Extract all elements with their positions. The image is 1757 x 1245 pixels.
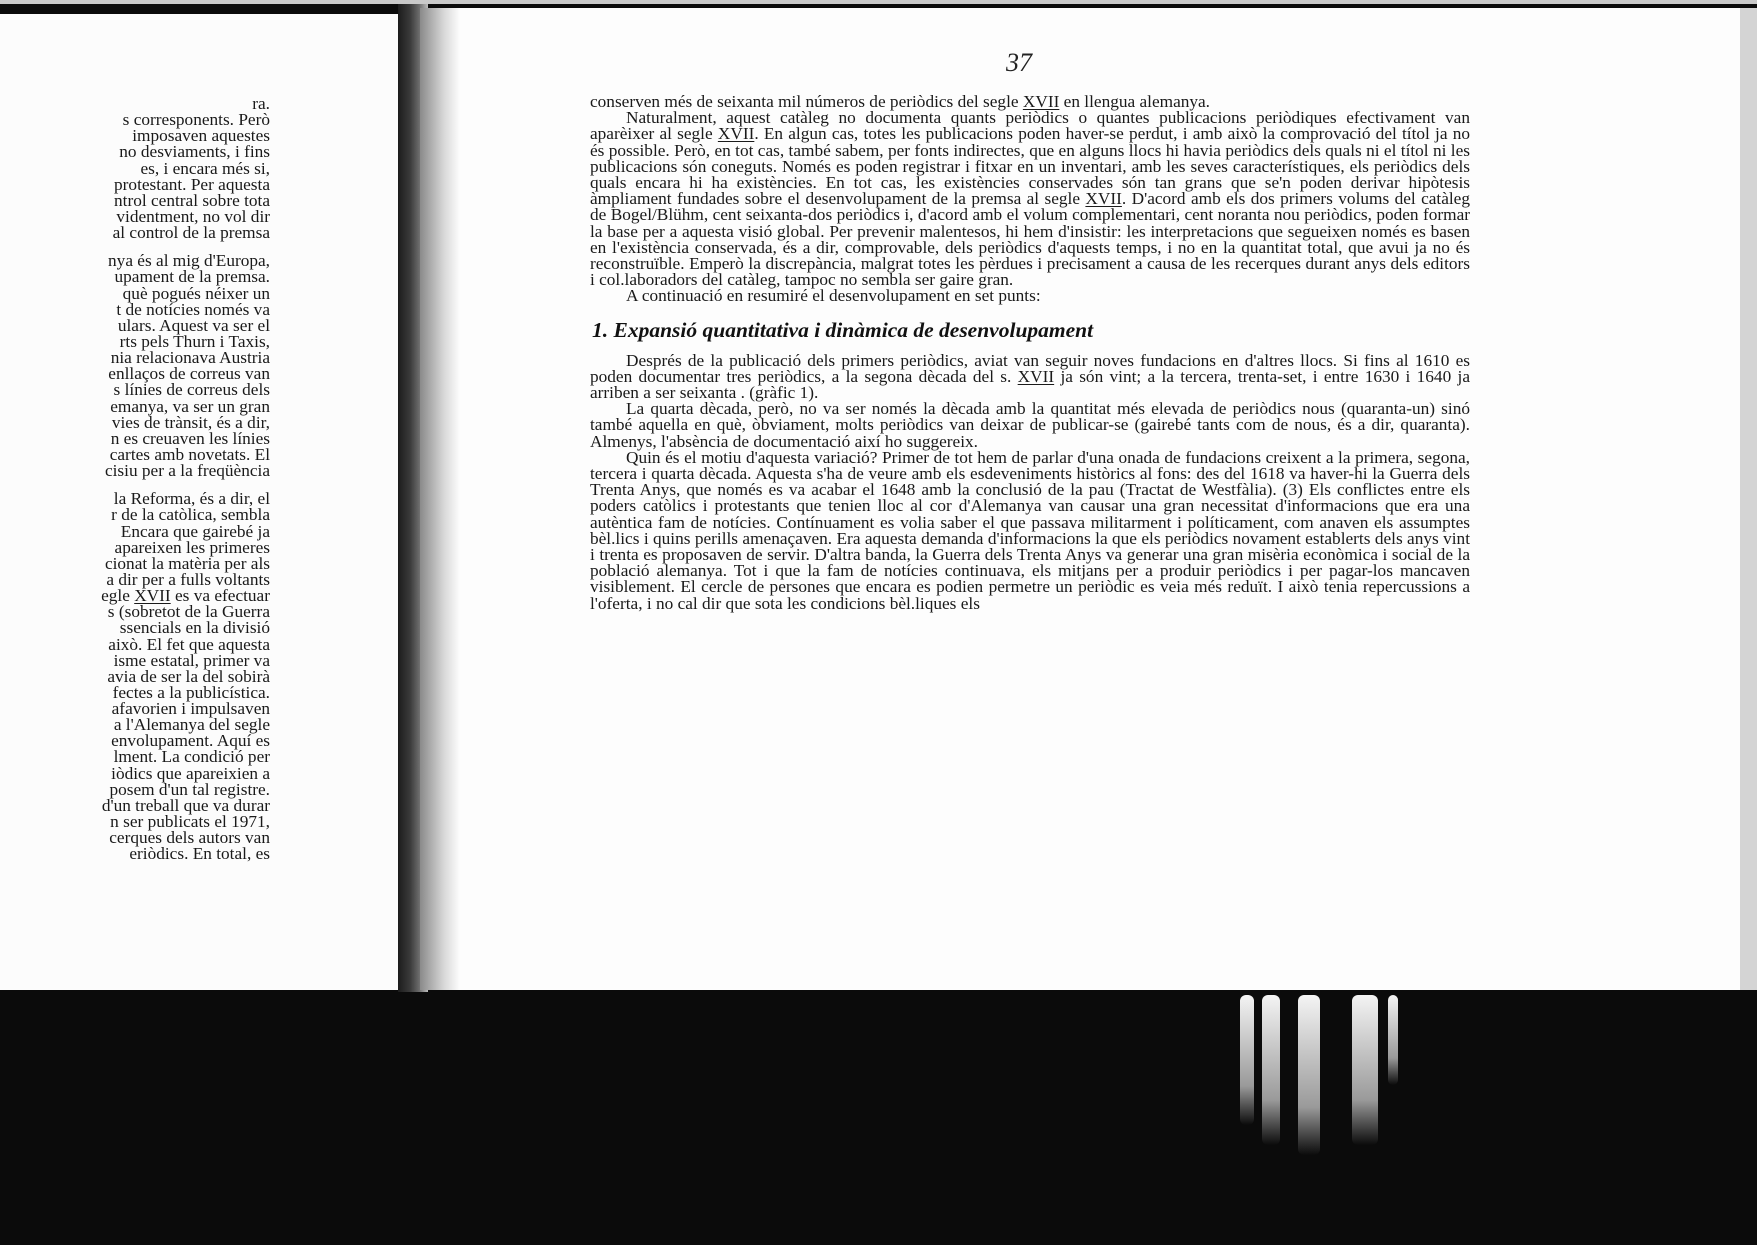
text-run: . D'acord amb els dos primers volums del catàleg de Bogel/Blühm, cent seixanta-dos periòdics i, d'acord amb el volum complementari, cent noranta nou periòdics, poden formar la base per a aquesta visió global. Per prevenir malentesos, hi hem d'insistir: les interpretacions que segueixen només es basen en l'existència conservada, és a dir, comprovable, dels periòdics d'aquests temps, i no en la quantitat total, que avui ja no és reconstruïble. Emperò la discrepància, malgrat totes les pèrdues i precisament a causa de les recerques durant anys dels editors i col.laboradors del catàleg, tampoc no sembla ser gaire gran.: [590, 189, 1470, 290]
text-line: vies de trànsit, és a dir,: [111, 412, 270, 432]
finger-blur: [1352, 995, 1378, 1145]
text-line: ntrol central sobre tota: [114, 190, 270, 210]
text-line: envolupament. Aquí es: [111, 731, 270, 751]
underlined-text: XVII: [717, 124, 755, 144]
text-run: en llengua alemanya.: [1059, 92, 1211, 111]
text-line: lment. La condició per: [113, 747, 270, 767]
text-run: ja són vint; a la tercera, trenta-set, i entre 1630 i 1640 ja arriben a ser seixanta . (gràfic 1).: [590, 366, 1470, 403]
paragraph: [590, 401, 1470, 450]
text-line: cartes amb novetats. El: [109, 444, 270, 464]
text-line: s (sobretot de la Guerra: [107, 602, 270, 622]
scan-top-edge: [0, 0, 1757, 4]
paragraph: [590, 447, 1470, 613]
text-line: r de la catòlica, sembla: [111, 505, 270, 525]
text-line: la Reforma, és a dir, el: [113, 489, 270, 509]
text-run: . En algun cas, totes les publicacions poden haver-se perdut, i amb això la comprovació del títol ja no és possible. Però, en tot cas, també sabem, per fonts indirectes, que en alguns llocs hi havia periòdics dels quals ni el títol ni les publicacions són coneguts. Només es poden registrar i fitxar en un inventari, amb les seves característiques, els periòdics dels quals encara hi ha existències. En tot cas, les existències conservades són tan grans que se'n poden derivar hipòtesis àmpliament fundades sobre el desenvolupament de la premsa al segle: [590, 124, 1470, 209]
text-line: s línies de correus dels: [113, 380, 270, 400]
text-line: videntment, no vol dir: [116, 206, 270, 226]
paragraph: [590, 110, 1470, 288]
text-line: posem d'un tal registre.: [109, 779, 270, 799]
right-page: [420, 8, 1740, 990]
text-run: A continuació en resumiré el desenvolupament en set punts:: [626, 286, 1041, 306]
text-line: no desviaments, i fins: [119, 142, 270, 162]
text-line: Encara que gairebé ja: [120, 521, 270, 541]
text-line: a l'Alemanya del segle: [113, 715, 270, 735]
text-line: nya és al mig d'Europa,: [108, 251, 270, 271]
text-line: iòdics que apareixien a: [111, 763, 270, 783]
text-line: al control de la premsa: [112, 223, 270, 243]
text-line: es, i encara més si,: [140, 158, 270, 178]
finger-blur: [1240, 995, 1254, 1125]
text-line: cisiu per a la freqüència: [104, 461, 270, 481]
paragraph: [590, 288, 1470, 304]
text-run: La quarta dècada, però, no va ser només la dècada amb la quantitat més elevada de periòdics nous (quaranta-un) sinó també aquella en què, òbviament, molts periòdics van deixar de publicar-se (gairebé tants com de nous, és a dir, quaranta). Almenys, l'absència de documentació així ho suggereix.: [590, 399, 1470, 451]
text-line: ssencials en la divisió: [119, 618, 270, 638]
text-line: ulars. Aquest va ser el: [117, 315, 270, 335]
text-line: cerques dels autors van: [109, 828, 270, 848]
underlined-text: XVII: [1022, 92, 1060, 111]
text-run: conserven més de seixanta mil números de periòdics del segle: [590, 92, 1023, 111]
text-run: Quin és el motiu d'aquesta variació? Primer de tot hem de parlar d'una onada de fundacions creixent a la primera, segona, tercera i quarta dècada. Aquesta s'ha de veure amb els esdeveniments històrics al fons: des del 1618 va haver-hi la Guerra dels Trenta Anys, que només es va acabar el 1648 amb la conclusió de la pau (Tractat de Westfàlia). (3) Els conflictes entre els poders catòlics i protestants que tenien lloc al cor d'Alemanya van causar una gran necessitat d'informacions que era una autèntica fam de notícies. Contínuament es volia saber el que passava militarment i políticament, com anaven els assumptes bèl.lics i quins perills amenaçaven. Era aquesta demanda d'informacions la que els periòdics novament establerts dels anys vint i trenta es proposaven de servir. D'altra banda, la Guerra dels Trenta Anys va generar una gran misèria econòmica i social de la població alemanya. Tot i que la fam de notícies continuava, els mitjans per a produir periòdics i per pagar-los mancaven visiblement. El cercle de persones que encara es podien permetre un periòdic es veia més reduït. I això tenia repercussions a l'oferta, i no cal dir que sota les condicions bèl.liques els: [590, 447, 1470, 613]
text-line: ra.: [252, 94, 270, 113]
text-line: n es creuaven les línies: [110, 428, 270, 448]
text-line: rts pels Thurn i Taxis,: [119, 331, 270, 351]
text-line: afavorien i impulsaven: [111, 699, 270, 719]
text-line: s corresponents. Però: [122, 110, 270, 130]
page-number: 37: [1006, 48, 1032, 77]
text-run: Naturalment, aquest catàleg no documenta quants periòdics o quantes publicacions periòdiques efectivament van aparèixer al segle: [590, 108, 1470, 144]
text-line: a dir per a fulls voltants: [106, 569, 270, 589]
page-curve-shadow: [420, 8, 460, 990]
text-line: protestant. Per aquesta: [114, 174, 270, 194]
text-line: avia de ser la del sobirà: [107, 666, 270, 686]
text-line: d'un treball que va durar: [101, 795, 270, 815]
paragraphs-after-heading: [590, 350, 1470, 613]
text-line: imposaven aquestes: [132, 126, 270, 146]
page-edge: [1740, 8, 1757, 990]
text-line: què pogués néixer un: [122, 283, 270, 303]
text-line: enllaços de correus van: [108, 364, 270, 384]
text-line: t de notícies només va: [116, 299, 270, 319]
left-page: [0, 14, 404, 990]
underlined-text: XVII: [1085, 189, 1122, 209]
text-line: upament de la premsa.: [114, 267, 270, 287]
text-line: cionat la matèria per als: [104, 553, 270, 573]
text-line: isme estatal, primer va: [113, 650, 270, 670]
text-line: apareixen les primeres: [114, 537, 270, 557]
text-line: això. El fet que aquesta: [108, 634, 270, 654]
text-line: fectes a la publicística.: [112, 682, 270, 702]
text-line: n ser publicats el 1971,: [110, 812, 270, 832]
text-line: nia relacionava Austria: [110, 348, 270, 368]
left-page-text: [0, 96, 270, 862]
underlined-text: XVII: [1017, 366, 1055, 386]
right-page-text: [590, 94, 1470, 612]
text-line: eriòdics. En total, es: [129, 844, 270, 864]
paragraph: [590, 350, 1470, 403]
text-run: Després de la publicació dels primers periòdics, aviat van seguir noves fundacions en d'altres llocs. Si fins al 1610 es poden documentar tres periòdics, a la segona dècada del s.: [590, 350, 1470, 386]
finger-blur: [1262, 995, 1280, 1145]
text-line: emanya, va ser un gran: [110, 396, 270, 416]
finger-blur: [1298, 995, 1320, 1155]
section-heading: 1. Expansió quantitativa i dinàmica de desenvolupament: [592, 317, 1094, 342]
paragraphs-before-heading: [590, 94, 1470, 305]
finger-blur: [1388, 995, 1398, 1085]
text-line: egle XVII es va efectuar: [101, 586, 270, 606]
